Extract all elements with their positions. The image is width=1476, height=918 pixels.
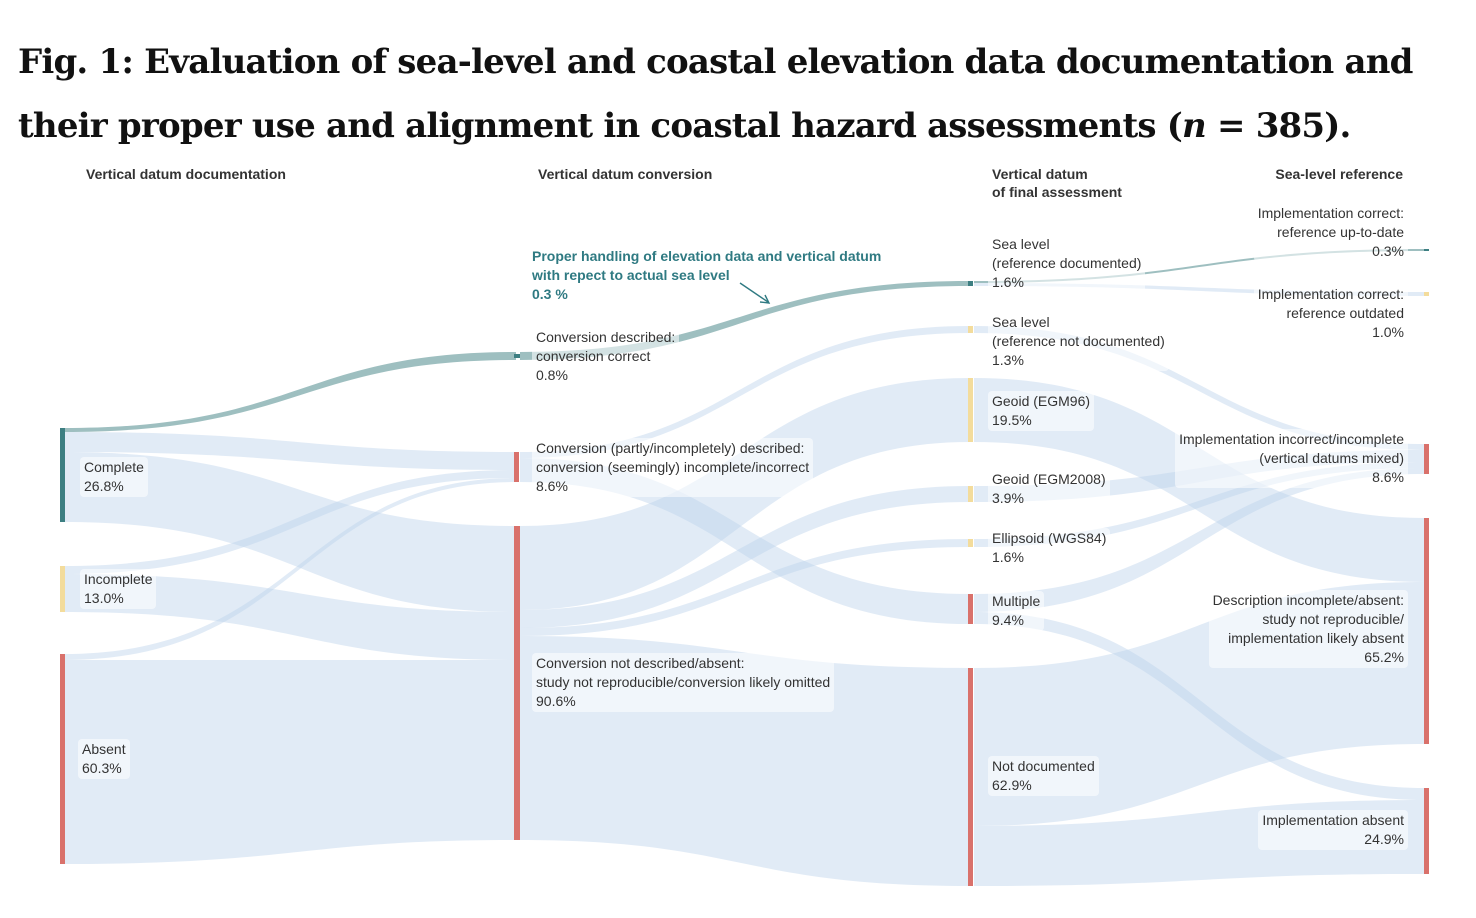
- node-label-absent: [78, 739, 130, 779]
- node-label-multiple: [988, 591, 1044, 631]
- node-egm2008-value: 3.9%: [992, 490, 1024, 506]
- node-impl-incorrect-line1: Implementation incorrect/incomplete: [1179, 431, 1404, 447]
- node-desc-incomplete-value: 65.2%: [1364, 649, 1404, 665]
- node-label-sl-documented: [988, 234, 1145, 293]
- node-complete-name: Complete: [84, 459, 144, 475]
- node-conv-correct-line1: Conversion described:: [536, 329, 676, 345]
- node-desc-incomplete-line3: implementation likely absent: [1228, 630, 1404, 646]
- node-not-documented-value: 62.9%: [992, 777, 1032, 793]
- node-wgs84-bar: [968, 539, 973, 547]
- node-label-impl-uptodate: [1254, 203, 1408, 262]
- flow-links: [64, 249, 1424, 886]
- node-sl-not-documented-line2: (reference not documented): [992, 333, 1165, 349]
- node-desc-incomplete-bar: [1424, 518, 1429, 744]
- node-label-conv-partial: [532, 438, 813, 497]
- node-impl-outdated-line1: Implementation correct:: [1257, 286, 1404, 302]
- node-incomplete-value: 13.0%: [84, 590, 124, 606]
- node-sl-not-documented-value: 1.3%: [992, 352, 1024, 368]
- figure-title-count: = 385).: [1205, 106, 1351, 146]
- callout-line1: Proper handling of elevation data and vertical datum: [532, 248, 882, 264]
- node-not-documented-bar: [968, 668, 973, 886]
- node-impl-uptodate-line1: Implementation correct:: [1257, 205, 1404, 221]
- node-impl-uptodate-bar: [1424, 249, 1429, 251]
- node-sl-documented-bar: [968, 281, 973, 286]
- node-not-documented-name: Not documented: [992, 758, 1095, 774]
- node-sl-not-documented-line1: Sea level: [992, 314, 1050, 330]
- node-conv-absent-bar: [514, 526, 520, 840]
- node-egm2008-name: Geoid (EGM2008): [992, 471, 1106, 487]
- link-absent-to-absent: [64, 660, 516, 864]
- node-absent-bar: [60, 654, 65, 864]
- node-label-incomplete: [80, 569, 156, 609]
- node-impl-incorrect-line2: (vertical datums mixed): [1259, 450, 1404, 466]
- node-label-egm2008: [988, 469, 1110, 509]
- node-conv-partial-value: 8.6%: [536, 478, 568, 494]
- node-sl-documented-line2: (reference documented): [992, 255, 1142, 271]
- node-conv-correct-line2: conversion correct: [536, 348, 651, 364]
- node-label-sl-not-documented: [988, 312, 1169, 371]
- node-sl-documented-value: 1.6%: [992, 274, 1024, 290]
- column-header-conversion: Vertical datum conversion: [538, 166, 713, 182]
- link-complete-to-correct: [64, 352, 516, 432]
- node-impl-absent-value: 24.9%: [1364, 831, 1404, 847]
- node-complete-bar: [60, 428, 65, 522]
- figure-title-n: n: [1182, 106, 1206, 146]
- node-label-impl-absent: [1258, 810, 1408, 850]
- node-absent-name: Absent: [82, 741, 126, 757]
- callout-line2: with repect to actual sea level: [532, 267, 730, 283]
- node-sl-documented-line1: Sea level: [992, 236, 1050, 252]
- node-label-conv-correct: [532, 327, 679, 386]
- node-impl-outdated-line2: reference outdated: [1286, 305, 1404, 321]
- column-header-sea-level-reference: Sea-level reference: [1275, 166, 1403, 182]
- node-conv-partial-line1: Conversion (partly/incompletely) described:: [536, 440, 805, 456]
- node-label-desc-incomplete: [1209, 590, 1408, 668]
- node-egm96-bar: [968, 378, 973, 442]
- node-wgs84-name: Ellipsoid (WGS84): [992, 530, 1107, 546]
- node-multiple-name: Multiple: [992, 593, 1041, 609]
- node-impl-uptodate-line2: reference up-to-date: [1277, 224, 1404, 240]
- column-header-final-line2: of final assessment: [992, 184, 1122, 200]
- node-impl-absent-name: Implementation absent: [1262, 812, 1404, 828]
- node-impl-outdated-bar: [1424, 292, 1429, 296]
- callout-value: 0.3 %: [532, 286, 568, 302]
- node-desc-incomplete-line1: Description incomplete/absent:: [1212, 592, 1404, 608]
- node-label-not-documented: [988, 756, 1099, 796]
- node-conv-partial-line2: conversion (seemingly) incomplete/incorrect: [536, 459, 810, 475]
- node-label-wgs84: [988, 528, 1110, 568]
- node-incomplete-name: Incomplete: [84, 571, 153, 587]
- node-label-egm96: [988, 391, 1094, 431]
- node-absent-value: 60.3%: [82, 760, 122, 776]
- node-wgs84-value: 1.6%: [992, 549, 1024, 565]
- node-impl-absent-bar: [1424, 788, 1429, 874]
- node-label-complete: [80, 457, 148, 497]
- column-header-documentation: Vertical datum documentation: [86, 166, 286, 182]
- node-impl-incorrect-bar: [1424, 444, 1429, 474]
- node-egm2008-bar: [968, 486, 973, 502]
- column-header-final-line1: Vertical datum: [992, 166, 1088, 182]
- figure-title-text: Fig. 1: Evaluation of sea-level and coastal elevation data documentation and their proper use and alignment in coastal hazard assessments (: [18, 42, 1413, 146]
- node-impl-outdated-value: 1.0%: [1372, 324, 1404, 340]
- node-impl-uptodate-value: 0.3%: [1372, 243, 1404, 259]
- node-complete-value: 26.8%: [84, 478, 124, 494]
- node-label-conv-absent: [532, 653, 834, 712]
- node-label-impl-outdated: [1254, 284, 1408, 343]
- node-egm96-name: Geoid (EGM96): [992, 393, 1091, 409]
- callout-proper-handling: [528, 246, 885, 305]
- node-sl-not-documented-bar: [968, 326, 973, 333]
- node-incomplete-bar: [60, 566, 65, 612]
- node-label-impl-incorrect: [1175, 429, 1408, 488]
- node-multiple-value: 9.4%: [992, 612, 1024, 628]
- node-conv-absent-value: 90.6%: [536, 693, 576, 709]
- node-conv-absent-line2: study not reproducible/conversion likely omitted: [536, 674, 831, 690]
- node-conv-absent-line1: Conversion not described/absent:: [536, 655, 745, 671]
- node-desc-incomplete-line2: study not reproducible/: [1262, 611, 1404, 627]
- node-conv-correct-bar: [514, 354, 520, 358]
- node-impl-incorrect-value: 8.6%: [1372, 469, 1404, 485]
- node-multiple-bar: [968, 594, 973, 624]
- node-egm96-value: 19.5%: [992, 412, 1032, 428]
- node-conv-partial-bar: [514, 452, 519, 482]
- node-conv-correct-value: 0.8%: [536, 367, 568, 383]
